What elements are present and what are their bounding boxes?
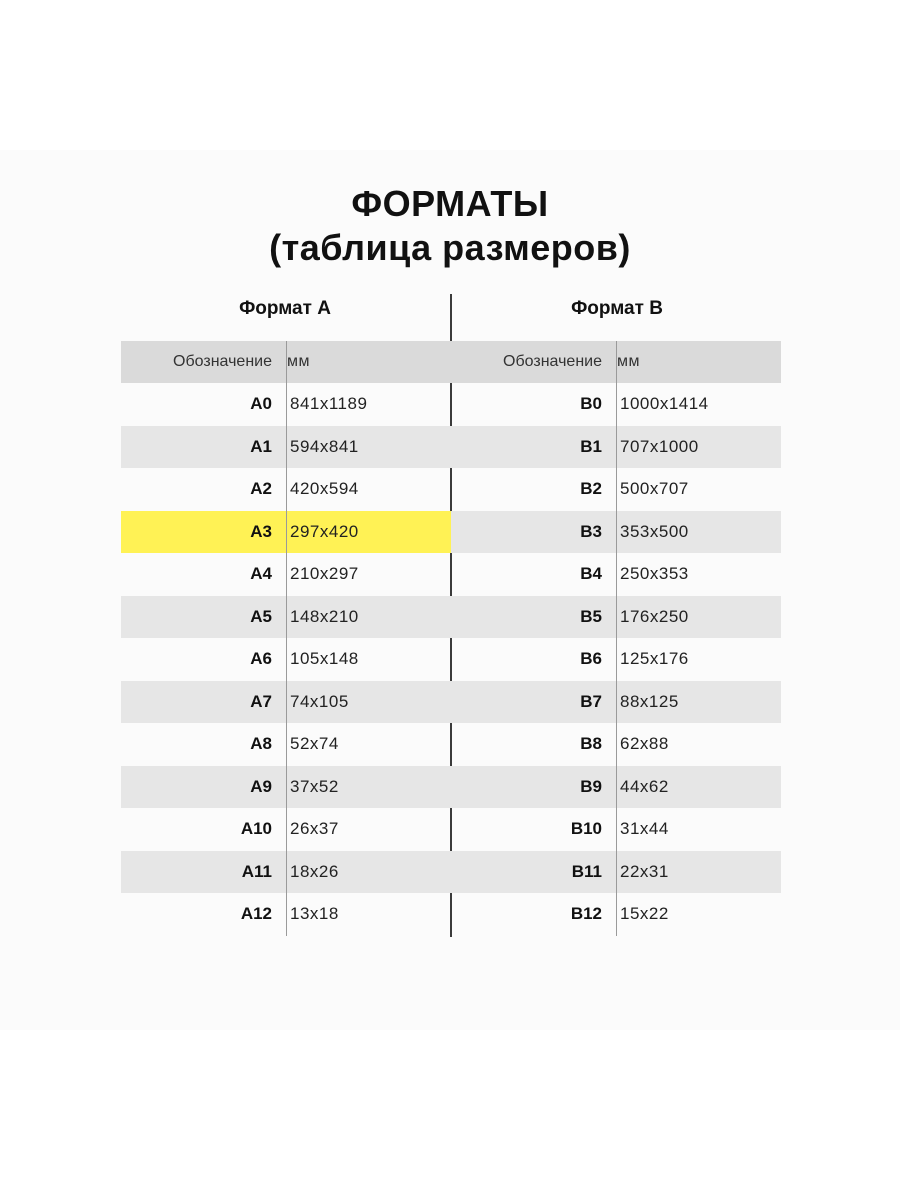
header-size: мм — [617, 353, 640, 370]
format-size: 52x74 — [290, 734, 339, 754]
format-size: 210x297 — [290, 564, 359, 584]
format-size: 500x707 — [620, 479, 689, 499]
format-code: B9 — [580, 776, 602, 796]
table-b-title: Формат В — [571, 298, 663, 319]
format-code: B1 — [580, 436, 602, 456]
page-title: ФОРМАТЫ — [351, 183, 549, 224]
format-size: 707x1000 — [620, 436, 699, 456]
table-a-column-line — [286, 341, 287, 936]
format-code: A6 — [250, 649, 272, 669]
format-size: 15x22 — [620, 904, 669, 924]
format-code: A7 — [250, 691, 272, 711]
table-a-title: Формат А — [239, 298, 331, 319]
format-size: 250x353 — [620, 564, 689, 584]
header-code: Обозначение — [173, 353, 272, 370]
table-b-column-line — [616, 341, 617, 936]
format-code: A8 — [250, 734, 272, 754]
header-code: Обозначение — [503, 353, 602, 370]
format-code: B3 — [580, 521, 602, 541]
page-subtitle: (таблица размеров) — [269, 227, 631, 268]
format-code: B0 — [580, 394, 602, 414]
format-code: B12 — [570, 904, 602, 924]
format-code: B6 — [580, 649, 602, 669]
format-size: 148x210 — [290, 606, 359, 626]
format-code: B8 — [580, 734, 602, 754]
format-size: 37x52 — [290, 776, 339, 796]
format-size: 594x841 — [290, 436, 359, 456]
format-code: A4 — [250, 564, 272, 584]
format-code: B10 — [570, 819, 602, 839]
format-size: 88x125 — [620, 691, 679, 711]
format-code: A12 — [240, 904, 272, 924]
format-code: B7 — [580, 691, 602, 711]
format-size: 297x420 — [290, 521, 359, 541]
format-size: 44x62 — [620, 776, 669, 796]
format-code: B5 — [580, 606, 602, 626]
format-size: 22x31 — [620, 861, 669, 881]
format-size: 62x88 — [620, 734, 669, 754]
format-size: 420x594 — [290, 479, 359, 499]
format-size: 353x500 — [620, 521, 689, 541]
format-size: 176x250 — [620, 606, 689, 626]
format-code: A5 — [250, 606, 272, 626]
format-code: A1 — [250, 436, 272, 456]
format-code: A11 — [241, 861, 272, 881]
format-size: 105x148 — [290, 649, 359, 669]
format-code: B4 — [580, 564, 602, 584]
format-size: 74x105 — [290, 691, 349, 711]
header-size: мм — [287, 353, 310, 370]
format-code: A3 — [250, 521, 272, 541]
format-code: B11 — [571, 861, 602, 881]
format-code: A10 — [240, 819, 272, 839]
format-code: A0 — [250, 394, 272, 414]
format-code: A9 — [250, 776, 272, 796]
format-size: 125x176 — [620, 649, 689, 669]
format-code: A2 — [250, 479, 272, 499]
format-code: B2 — [580, 479, 602, 499]
format-size: 13x18 — [290, 904, 339, 924]
format-size: 18x26 — [290, 861, 339, 881]
format-size: 26x37 — [290, 819, 339, 839]
format-size: 841x1189 — [290, 394, 368, 414]
format-size: 1000x1414 — [620, 394, 709, 414]
format-size: 31x44 — [620, 819, 669, 839]
